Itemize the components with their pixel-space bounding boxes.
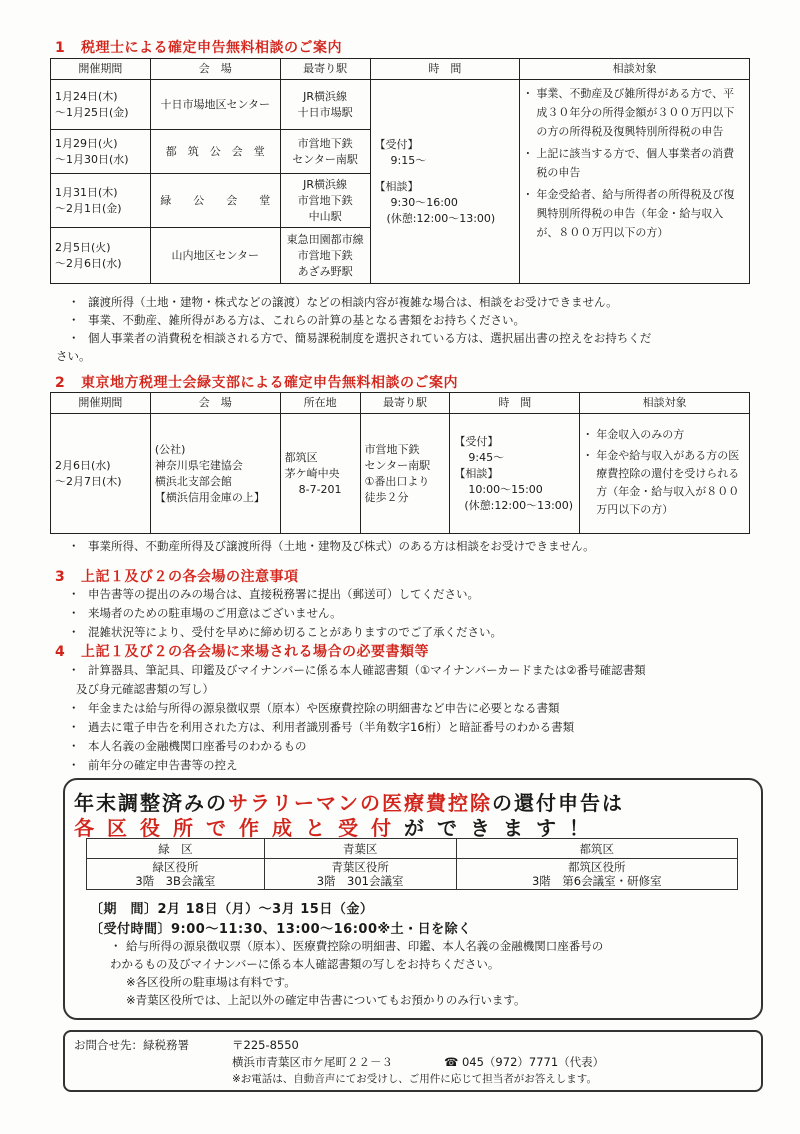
table-cell: JR横浜線 十日市場駅 bbox=[280, 80, 370, 130]
section1-table bbox=[50, 58, 750, 284]
s2-header-period: 開催期間 bbox=[51, 393, 151, 414]
box-hours: 〔受付時間〕9:00～11:30、13:00～16:00※土・日を除く bbox=[90, 922, 472, 937]
s1-time-cell: 【受付】 9:15～ 【相談】 9:30～16:00 (休憩:12:00～13:00) bbox=[370, 80, 520, 284]
s1-header-venue: 会 場 bbox=[150, 59, 280, 80]
table-cell: 東急田園都市線 市営地下鉄 あざみ野駅 bbox=[280, 228, 370, 284]
table-cell: JR横浜線 市営地下鉄 中山駅 bbox=[280, 174, 370, 228]
box-note-3: ※青葉区役所では、上記以外の確定申告書についてもお預かりのみ行います。 bbox=[126, 993, 526, 1007]
s4-item-2: ・ 年金または給与所得の源泉徴収票（原本）や医療費控除の明細書など申告に必要となる書類 bbox=[68, 701, 560, 715]
section1-title: 1 税理士による確定申告無料相談のご案内 bbox=[55, 40, 342, 56]
table-cell: 都 筑 公 会 堂 bbox=[150, 130, 280, 174]
s1-note-2: ・ 事業、不動産、雑所得がある方は、これらの計算の基となる書類をお持ちください。 bbox=[68, 313, 525, 327]
s2-header-address: 所在地 bbox=[280, 393, 360, 414]
s3-item-2: ・ 来場者のための駐車場のご用意はございません。 bbox=[68, 606, 342, 620]
ward-name: 緑 区 bbox=[87, 839, 265, 859]
table-cell: ・ 年金収入のみの方 ・ 年金や給与収入がある方の医療費控除の還付を受けられる方（年金・給与収入が８００万円以下の方） bbox=[580, 414, 750, 534]
ward-name: 都筑区 bbox=[456, 839, 737, 859]
table-cell: 市営地下鉄 センター南駅 bbox=[280, 130, 370, 174]
s1-header-target: 相談対象 bbox=[520, 59, 750, 80]
s4-item-5: ・ 前年分の確定申告書等の控え bbox=[68, 758, 238, 772]
s3-item-3: ・ 混雑状況等により、受付を早めに締め切ることがありますのでご了承ください。 bbox=[68, 625, 502, 639]
contact-zip: 〒225-8550 bbox=[232, 1038, 299, 1052]
box-headline-2: 各区役所で作成と受付ができます！ bbox=[74, 816, 602, 840]
table-cell: 緑 公 会 堂 bbox=[150, 174, 280, 228]
s2-header-station: 最寄り駅 bbox=[360, 393, 450, 414]
table-cell: 2月5日(火) ～2月6日(水) bbox=[51, 228, 151, 284]
section4-title: 4 上記１及び２の各会場に来場される場合の必要書類等 bbox=[55, 644, 429, 660]
s2-header-time: 時 間 bbox=[450, 393, 580, 414]
contact-label: お問合せ先：緑税務署 bbox=[74, 1038, 189, 1052]
table-cell: 山内地区センター bbox=[150, 228, 280, 284]
s4-item-1: ・ 計算器具、筆記具、印鑑及びマイナンバーに係る本人確認書類（①マイナンバーカードまたは②番号確認書類 bbox=[68, 663, 646, 677]
box-note-1-cont: わかるもの及びマイナンバーに係る本人確認書類の写しをお持ちください。 bbox=[110, 957, 500, 971]
ward-office: 青葉区役所 3階 301会議室 bbox=[264, 859, 456, 890]
ward-office: 緑区役所 3階 3B会議室 bbox=[87, 859, 265, 890]
s1-note-3-cont: さい。 bbox=[56, 349, 91, 363]
ward-name: 青葉区 bbox=[264, 839, 456, 859]
box-note-2: ※各区役所の駐車場は有料です。 bbox=[126, 975, 296, 989]
box-note-1: ・ 給与所得の源泉徴収票（原本）、医療費控除の明細書、印鑑、本人名義の金融機関口座番号の bbox=[110, 939, 604, 953]
table-cell: 市営地下鉄 センター南駅 ①番出口より 徒歩２分 bbox=[360, 414, 450, 534]
s2-header-venue: 会 場 bbox=[150, 393, 280, 414]
s4-item-1-cont: 及び身元確認書類の写し） bbox=[76, 682, 214, 696]
s2-note: ・ 事業所得、不動産所得及び譲渡所得（土地・建物及び株式）のある方は相談をお受けできません。 bbox=[68, 539, 595, 553]
table-cell: (公社) 神奈川県宅建協会 横浜北支部会館 【横浜信用金庫の上】 bbox=[150, 414, 280, 534]
table-cell: 1月24日(木) ～1月25日(金) bbox=[51, 80, 151, 130]
s1-header-time: 時 間 bbox=[370, 59, 520, 80]
section2-table bbox=[50, 392, 750, 534]
contact-note: ※お電話は、自動音声にてお受けし、ご用件に応じて担当者がお答えします。 bbox=[232, 1073, 597, 1085]
section3-title: 3 上記１及び２の各会場の注意事項 bbox=[55, 569, 299, 585]
s1-header-station: 最寄り駅 bbox=[280, 59, 370, 80]
contact-tel: ☎ 045（972）7771（代表） bbox=[444, 1055, 605, 1069]
s4-item-4: ・ 本人名義の金融機関口座番号のわかるもの bbox=[68, 739, 307, 753]
s3-item-1: ・ 申告書等の提出のみの場合は、直接税務署に提出（郵送可）してください。 bbox=[68, 587, 479, 601]
ward-table bbox=[86, 838, 738, 890]
ward-office: 都筑区役所 3階 第6会議室・研修室 bbox=[456, 859, 737, 890]
table-cell: 1月31日(木) ～2月1日(金) bbox=[51, 174, 151, 228]
table-cell: 十日市場地区センター bbox=[150, 80, 280, 130]
s2-header-target: 相談対象 bbox=[580, 393, 750, 414]
contact-address: 横浜市青葉区市ケ尾町２２－３ bbox=[232, 1055, 393, 1069]
box-headline-1: 年末調整済みのサラリーマンの医療費控除の還付申告は bbox=[74, 791, 624, 815]
table-cell: 1月29日(火) ～1月30日(水) bbox=[51, 130, 151, 174]
s4-item-3: ・ 過去に電子申告を利用された方は、利用者識別番号（半角数字16桁）と暗証番号のわかる書類 bbox=[68, 720, 575, 734]
s1-target-cell: ・ 事業、不動産及び雑所得がある方で、平成３０年分の所得金額が３００万円以下の方の所得税及復興特別所得税の申告 ・ 上記に該当する方で、個人事業者の消費税の申告 ・ 年金受給者、給与所得者の所得税及び復興特別所得税の申告（年金・給与収入が、８００万円以下の方） bbox=[520, 80, 750, 284]
s1-note-1: ・ 譲渡所得（土地・建物・株式などの譲渡）などの相談内容が複雑な場合は、相談をお受けできません。 bbox=[68, 295, 618, 309]
s1-header-period: 開催期間 bbox=[51, 59, 151, 80]
box-period: 〔期 間〕2月 18日（月）～3月 15日（金） bbox=[90, 902, 374, 917]
section2-title: 2 東京地方税理士会緑支部による確定申告無料相談のご案内 bbox=[55, 375, 458, 391]
s1-note-3: ・ 個人事業者の消費税を相談される方で、簡易課税制度を選択されている方は、選択届出書の控えをお持ちくだ bbox=[68, 331, 652, 345]
table-cell: 【受付】 9:45～ 【相談】 10:00～15:00 (休憩:12:00～13:00) bbox=[450, 414, 580, 534]
table-cell: 都筑区 茅ケ崎中央 8-7-201 bbox=[280, 414, 360, 534]
table-cell: 2月6日(水) ～2月7日(木) bbox=[51, 414, 151, 534]
